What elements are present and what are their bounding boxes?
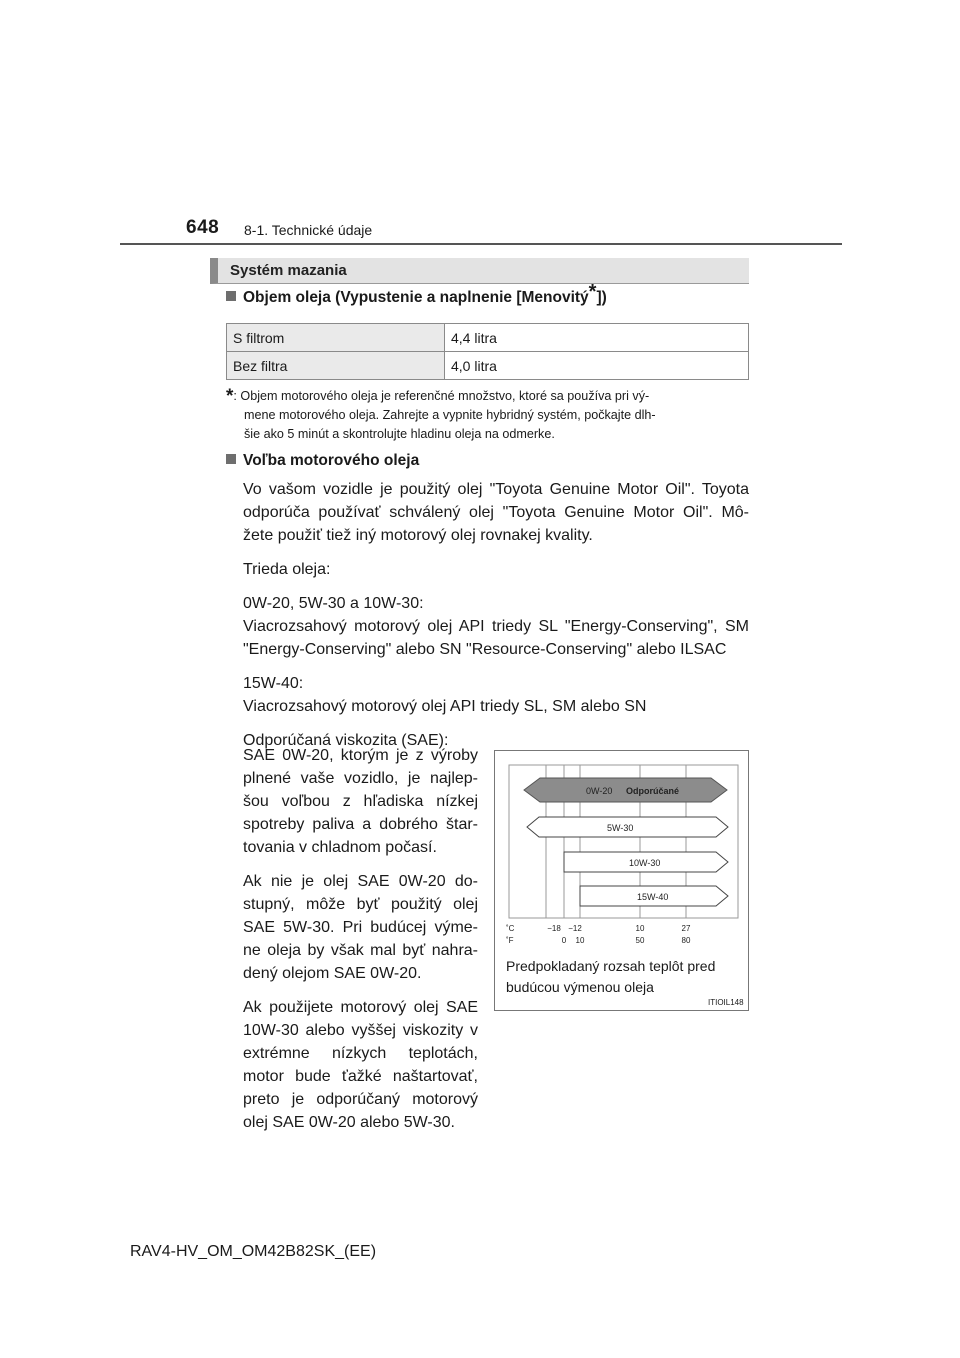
table-row [227, 352, 749, 380]
viscosity-paragraph-2: Ak nie je olej SAE 0W-20 do- stupný, môže byť použitý olej SAE 5W-30. Pri budúcej výme- ne oleja by však mal byť nahra- dený olejom SAE 0W-20. [243, 873, 478, 982]
bar-label-5w-30: 5W-30 [607, 823, 634, 833]
fahrenheit-tick: 80 [681, 936, 691, 945]
header-divider [120, 243, 842, 245]
viscosity-paragraph-1: SAE 0W-20, ktorým je z výroby plnené vaše vozidlo, je najlep- šou voľbou z hľadiska nízkej spotreby paliva a dobrého štar- tovania v chladnom počasí. [243, 747, 478, 856]
chapter-title: 8-1. Technické údaje [244, 222, 373, 238]
figure-id: ITIOIL148 [708, 998, 744, 1007]
viscosity-label: Odporúčaná viskozita (SAE): [243, 732, 449, 749]
celsius-tick: −12 [568, 924, 582, 933]
table-row [227, 324, 749, 352]
grade2-desc: Viacrozsahový motorový olej API triedy SL, SM alebo SN [243, 698, 647, 715]
oil-selection-heading: Voľba motorového oleja [226, 452, 419, 470]
oil-capacity-heading: Objem oleja (Vypustenie a naplnenie [Menovitý*]) [226, 289, 607, 307]
square-bullet-icon [226, 454, 236, 464]
grade-label: Trieda oleja: [243, 561, 331, 578]
celsius-tick: 27 [681, 924, 691, 933]
footer-model: RAV4-HV_OM_OM42B82SK_(EE) [130, 1243, 377, 1260]
grade1-block [243, 592, 749, 661]
footnote-asterisk: * [226, 386, 234, 407]
section-title: Systém mazania [230, 262, 347, 279]
grade1-desc: Viacrozsahový motorový olej API triedy SL "Energy-Conserving", SM "Energy-Conserving" alebo SN "Resource-Conserving" alebo ILSAC [243, 618, 749, 658]
celsius-tick: −18 [547, 924, 561, 933]
table-cell-label: Bez filtra [227, 352, 445, 380]
table-cell-value: 4,4 litra [445, 324, 749, 352]
intro-paragraph: Vo vašom vozidle je použitý olej "Toyota Genuine Motor Oil". Toyota odporúča používať schválený olej "Toyota Genuine Motor Oil". Mô- žete použiť tiež iný motorový olej rovnakej kvality. [243, 481, 749, 544]
viscosity-notes [243, 744, 478, 1145]
grade1-name: 0W-20, 5W-30 a 10W-30: [243, 595, 424, 612]
asterisk-mark: * [588, 280, 597, 303]
oil-capacity-table [226, 323, 749, 380]
bar-label-10w-30: 10W-30 [629, 858, 661, 868]
table-cell-value: 4,0 litra [445, 352, 749, 380]
section-header [210, 258, 749, 284]
fahrenheit-unit: ˚F [506, 936, 514, 945]
square-bullet-icon [226, 291, 236, 301]
fahrenheit-tick: 0 [561, 936, 567, 945]
viscosity-chart [494, 750, 749, 950]
bar-label-15w-40: 15W-40 [637, 892, 669, 902]
fahrenheit-tick: 50 [635, 936, 645, 945]
page-number: 648 [186, 217, 220, 238]
bar-label-0w-20: 0W-20 [586, 786, 613, 796]
celsius-tick: 10 [635, 924, 645, 933]
oil-selection-body [243, 478, 749, 763]
viscosity-paragraph-3: Ak použijete motorový olej SAE 10W-30 alebo vyššej viskozity v extrémne nízkych teplotách, motor bude ťažké naštartovať, preto je odporúčaný motorový olej SAE 0W-20 alebo 5W-30. [243, 999, 478, 1131]
grade2-name: 15W-40: [243, 675, 304, 692]
celsius-unit: ˚C [506, 924, 515, 933]
table-cell-label: S filtrom [227, 324, 445, 352]
figure-caption: Predpokladaný rozsah teplôt pred budúcou výmenou oleja [506, 958, 716, 995]
fahrenheit-tick: 10 [575, 936, 585, 945]
grade2-block [243, 672, 749, 718]
footnote: *: Objem motorového oleja je referenčné množstvo, ktoré sa používa pri vý- mene motorového oleja. Zahrejte a vypnite hybridný systém, počkajte dlh- šie ako 5 minút a skontrolujte hladinu oleja na odmerke. [226, 386, 656, 441]
bar-tag-recommended: Odporúčané [626, 786, 680, 796]
